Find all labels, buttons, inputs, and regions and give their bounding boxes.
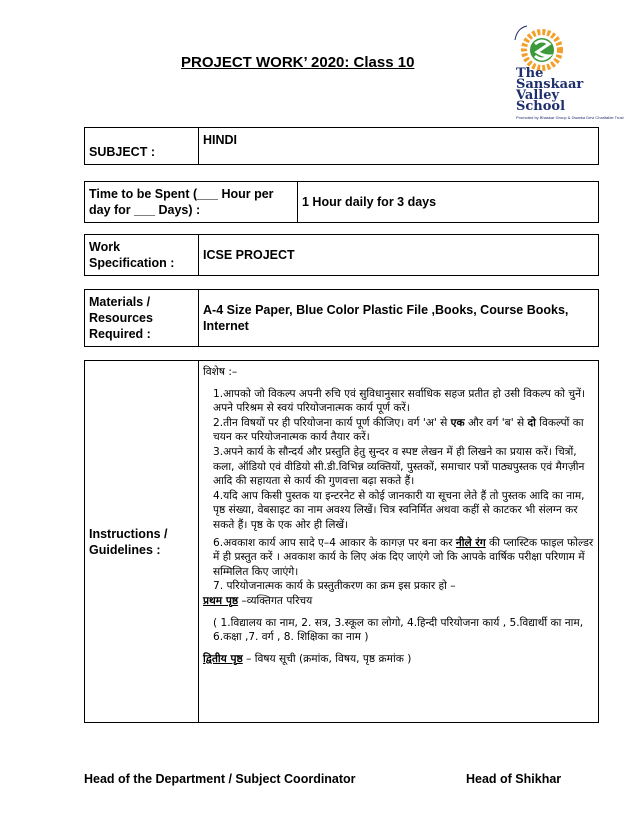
guideline-1: 1.आपको जो विकल्प अपनी रुचि एवं सुविधानुसार सर्वाधिक सहज प्रतीत हो उसी विकल्प को चुनें। अपने परिश्रम से स्वयं परियोजनात्मक कार्य पूर्ण करें। (213, 387, 585, 415)
first-page-text: –व्यक्तिगत परिचय (238, 594, 313, 607)
footer-right-signature: Head of Shikhar (466, 772, 562, 786)
work-value: ICSE PROJECT (199, 235, 599, 276)
guideline-2-part-e: विकल्पों का चयन कर परियोजनात्मक कार्य तैयार करें। (213, 416, 584, 444)
instructions-table (84, 360, 599, 723)
materials-table (84, 289, 599, 347)
guideline-4: 4.यदि आप किसी पुस्तक या इन्टरनेट से कोई जानकारी या सूचना लेते हैं तो पुस्तक आदि का नाम, पृष्ठ संख्या, वेबसाइट का नाम अवश्य लिखें। चित्र स्वनिर्मित अथवा कहीं से काटकर भी संलग्न कर सकते हैं। पृष्ठ के एक ओर ही लिखें। (213, 489, 585, 531)
guideline-2 (203, 416, 594, 445)
first-page-line (203, 594, 594, 609)
logo-line-valley: Valley (516, 88, 560, 103)
footer-left-signature: Head of the Department / Subject Coordinator (84, 772, 356, 786)
guideline-2-bold-two: दो (527, 416, 536, 429)
guidelines-heading: विशेष :– (203, 366, 238, 378)
materials-value: A-4 Size Paper, Blue Color Plastic File ,Books, Course Books, Internet (199, 290, 599, 347)
first-page-list: ( 1.विद्यालय का नाम, 2. सत्र, 3.स्कूल का लोगो, 4.हिन्दी परियोजना कार्य , 5.विद्यार्थी का नाम, 6.कक्षा ,7. वर्ग , 8. शिक्षिका का नाम ) (213, 616, 584, 644)
second-page-text: – विषय सूची (क्रमांक, विषय, पृष्ठ क्रमांक ) (242, 652, 412, 665)
guideline-7: 7. परियोजनात्मक कार्य के प्रस्तुतीकरण का क्रम इस प्रकार हो – (213, 580, 456, 593)
second-page-line (203, 652, 594, 667)
work-table (84, 234, 599, 276)
second-page-label: द्वितीय पृष्ठ (203, 652, 243, 665)
guideline-3: 3.अपने कार्य के सौन्दर्य और प्रस्तुति हेतु सुन्दर व स्पष्ट लेखन में ही लिखने का प्रयास करें। चित्रों, कला, ऑडियो एवं वीडियो सी.डी.विभिन्न व्यक्तियों, पुस्तकों, समाचार पत्रों पाठ्यपुस्तक एवं मैगज़ीन आदि की सहायता से कार्य की गुणवत्ता बढ़ा सकते हैं। (213, 445, 585, 488)
subject-table (84, 127, 599, 165)
subject-label: SUBJECT : (85, 128, 199, 165)
guidelines-content (199, 361, 599, 723)
guideline-2-bold-one: एक (450, 416, 465, 429)
time-table (84, 181, 599, 223)
guideline-2-part-c: और वर्ग 'ब' से (464, 416, 528, 429)
guideline-2-part-a: 2.तीन विषयों पर ही परियोजना कार्य पूर्ण कीजिए। वर्ग 'अ' से (213, 416, 451, 429)
logo-line-sanskaar: Sanskaar (516, 77, 584, 92)
guideline-6 (203, 536, 594, 580)
instructions-label: Instructions / Guidelines : (85, 361, 199, 723)
first-page-label: प्रथम पृष्ठ (203, 594, 239, 607)
logo-tagline: Promoted by Bhaskar Group & Dwarka Devi Charitable Trust (516, 115, 624, 120)
materials-label: Materials / Resources Required : (85, 290, 199, 347)
time-label: Time to be Spent (___ Hour per day for ___ Days) : (85, 182, 298, 223)
page-title: PROJECT WORK’ 2020: Class 10 (181, 54, 415, 71)
time-value: 1 Hour daily for 3 days (298, 182, 599, 223)
guideline-6-blue-color: नीले रंग (455, 536, 486, 549)
logo-line-school: School (516, 99, 566, 114)
work-label: Work Specification : (85, 235, 199, 276)
subject-value: HINDI (199, 128, 599, 165)
guideline-6-part-a: 6.अवकाश कार्य आप सादे ए–4 आकार के कागज़ पर बना कर (213, 536, 456, 549)
guideline-6-part-c: की प्लास्टिक फाइल फोल्डर में ही प्रस्तुत करें । अवकाश कार्य के लिए अंक दिए जाएंगे जो कि आपके वार्षिक परीक्षा परिणाम में सम्मिलित किए जाएंगे। (213, 536, 594, 578)
logo-line-the: The (516, 66, 544, 81)
